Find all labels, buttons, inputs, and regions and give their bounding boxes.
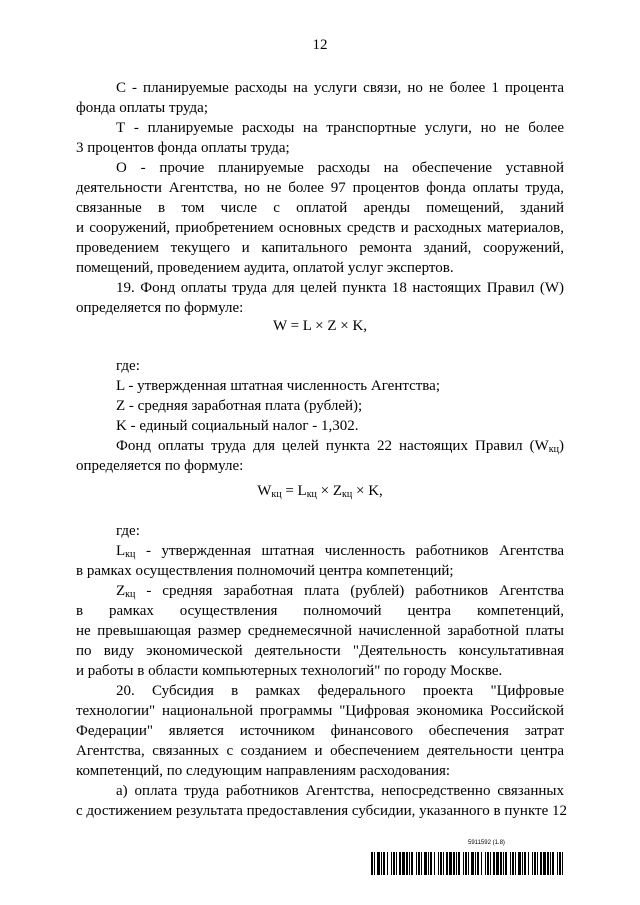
text-line: деятельности Агентства, но не более 97 процентов фонда оплаты труда, <box>76 180 564 196</box>
text-line: $Z_{кц}$ - средняя заработная плата (рублей) работников Агентства <box>116 583 564 600</box>
text-line: О - прочие планируемые расходы на обеспечение уставной <box>116 160 564 176</box>
text-line: С - планируемые расходы на услуги связи, но не более 1 процента <box>116 80 564 96</box>
text-line: 3 процентов фонда оплаты труда; <box>76 140 290 156</box>
text-line: Агентства, связанных с созданием и обеспечением деятельности центра <box>76 743 564 759</box>
text-line: связанные в том числе с оплатой аренды помещений, зданий <box>76 200 564 216</box>
page-number: 12 <box>312 37 328 53</box>
text-line: и работы в области компьютерных технологий" по городу Москве. <box>76 663 503 679</box>
text-line: $L_{кц}$ - утвержденная штатная численность работников Агентства <box>116 543 564 560</box>
text-line: Z - средняя заработная плата (рублей); <box>116 398 363 414</box>
paragraph-block-1 <box>76 78 564 318</box>
text-line: и сооружений, приобретением основных средств и расходных материалов, <box>76 220 564 236</box>
text-line: технологии" национальной программы "Цифровая экономика Российской <box>76 703 564 719</box>
text-line: проведением текущего и капитального ремонта зданий, сооружений, <box>76 240 564 256</box>
text-line: 19. Фонд оплаты труда для целей пункта 18 настоящих Правил (W) <box>116 280 564 296</box>
text-line: фонда оплаты труда; <box>76 100 209 116</box>
text-line: определяется по формуле: <box>76 300 244 316</box>
text-line: Федерации" является источником финансового обеспечения затрат <box>76 723 564 739</box>
barcode-icon <box>371 852 564 875</box>
text-line: в рамках осуществления полномочий центра компетенций, <box>76 603 564 619</box>
text-line: 20. Субсидия в рамках федерального проекта "Цифровые <box>116 683 564 699</box>
paragraph-block-3 <box>76 436 564 476</box>
text-line: не превышающая размер среднемесячной начисленной заработной платы <box>76 623 564 639</box>
formula-w: W = L × Z × K, <box>272 318 368 334</box>
text-line: где: <box>116 358 140 374</box>
formula-w-kc: $W_{кц} = L_{кц} \times Z_{кц} \times K$, <box>257 483 383 500</box>
text-line: Т - планируемые расходы на транспортные услуги, но не более <box>116 120 564 136</box>
text-line: K - единый социальный налог - 1,302. <box>116 418 359 434</box>
text-line: а) оплата труда работников Агентства, непосредственно связанных <box>116 783 564 799</box>
text-line: помещений, проведением аудита, оплатой услуг экспертов. <box>76 260 454 276</box>
text-line: Фонд оплаты труда для целей пункта 22 настоящих Правил $(W_{кц})$ <box>116 438 564 455</box>
paragraph-block-4 <box>76 521 568 821</box>
barcode-number: 5911592 (1.8) <box>468 840 505 846</box>
text-line: определяется по формуле: <box>76 458 244 474</box>
text-line: L - утвержденная штатная численность Агентства; <box>116 378 441 394</box>
text-line: где: <box>116 523 140 539</box>
text-line: в рамках осуществления полномочий центра компетенций; <box>76 563 454 579</box>
paragraph-block-2 <box>76 356 564 436</box>
text-line: компетенций, по следующим направлениям расходования: <box>76 763 451 779</box>
text-line: по виду экономической деятельности "Деятельность консультативная <box>76 643 564 659</box>
text-line: с достижением результата предоставления субсидии, указанного в пункте 12 <box>76 803 568 819</box>
